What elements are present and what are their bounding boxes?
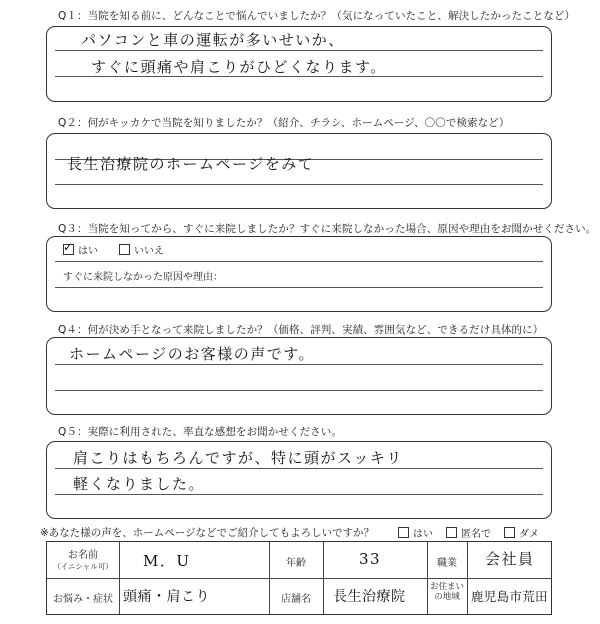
concern-value: 頭痛・肩こり	[123, 589, 210, 605]
q5-answer-line-1: 肩こりはもちろんですが、特に頭がスッキリ	[73, 449, 403, 467]
job-value: 会社員	[485, 550, 535, 568]
q5-answer-box	[46, 441, 552, 519]
q2-answer-line-1: 長生治療院のホームページをみて	[67, 155, 315, 173]
age-label: 年齢	[286, 558, 306, 569]
q4-answer-box	[46, 337, 552, 415]
q3-answer-box	[46, 236, 552, 312]
q2-answer-box	[46, 133, 552, 209]
job-label: 職業	[437, 558, 457, 569]
q3-reason-label: すぐに来院しなかった原因や理由：	[63, 272, 223, 283]
permission-initial-checkbox[interactable]	[446, 527, 457, 538]
q4-answer-line-1: ホームページのお客様の声です。	[69, 345, 316, 363]
q1-answer-line-1: パソコンと車の運転が多いせいか、	[81, 31, 345, 49]
q5-answer-line-2: 軽くなりました。	[73, 475, 206, 493]
permission-question: ※あなた様の声を、ホームページなどでご紹介してもよろしいですか？	[40, 527, 375, 539]
permission-yes-checkbox[interactable]	[398, 527, 409, 538]
q3-no-checkbox[interactable]	[119, 244, 130, 255]
area-value: 鹿児島市荒田	[471, 589, 548, 604]
name-value: M．U	[143, 552, 191, 570]
q3-label: Q３：当院を知ってから、すぐに来院しましたか？すぐに来院しなかった場合、原因や理由をお聞かせください。	[58, 223, 597, 235]
concern-label: お悩み・症状	[53, 594, 113, 605]
q3-option-no[interactable]: いいえ	[119, 242, 164, 257]
q4-label: Q４：何が決め手となって来院しましたか？（価格、評判、実績、雰囲気など、できるだけ具体的に）	[58, 324, 544, 336]
q2-label: Q２：何がキッカケで当院を知りましたか？（紹介、チラシ、ホームページ、〇〇で検索など）	[58, 117, 510, 129]
name-label-cell	[47, 546, 119, 572]
permission-option-yes[interactable]: はい	[398, 525, 433, 540]
q3-yes-checkbox[interactable]	[63, 244, 74, 255]
name-sub-label: （イニシャル可）	[53, 562, 113, 571]
shop-value: 長生治療院	[333, 589, 406, 605]
shop-label: 店舗名	[281, 594, 311, 605]
permission-option-no[interactable]: ダメ	[504, 525, 539, 540]
q3-option-yes[interactable]: ✓はい	[63, 242, 98, 257]
q1-answer-line-2: すぐに頭痛や肩こりがひどくなります。	[91, 58, 387, 76]
area-label: お住まいの地域	[429, 582, 464, 602]
q5-label: Q５：実際に利用された、率直な感想をお聞かせください。	[58, 426, 342, 438]
q1-label: Q１：当院を知る前に、どんなことで悩んでいましたか？（気になっていたこと、解決したかったことなど）	[58, 10, 576, 22]
name-label: お名前	[68, 550, 98, 561]
age-value: 33	[359, 550, 382, 568]
q1-answer-box	[46, 26, 552, 102]
permission-option-initial[interactable]: 匿名で	[446, 525, 491, 540]
permission-no-checkbox[interactable]	[504, 527, 515, 538]
customer-info-table	[46, 541, 552, 615]
